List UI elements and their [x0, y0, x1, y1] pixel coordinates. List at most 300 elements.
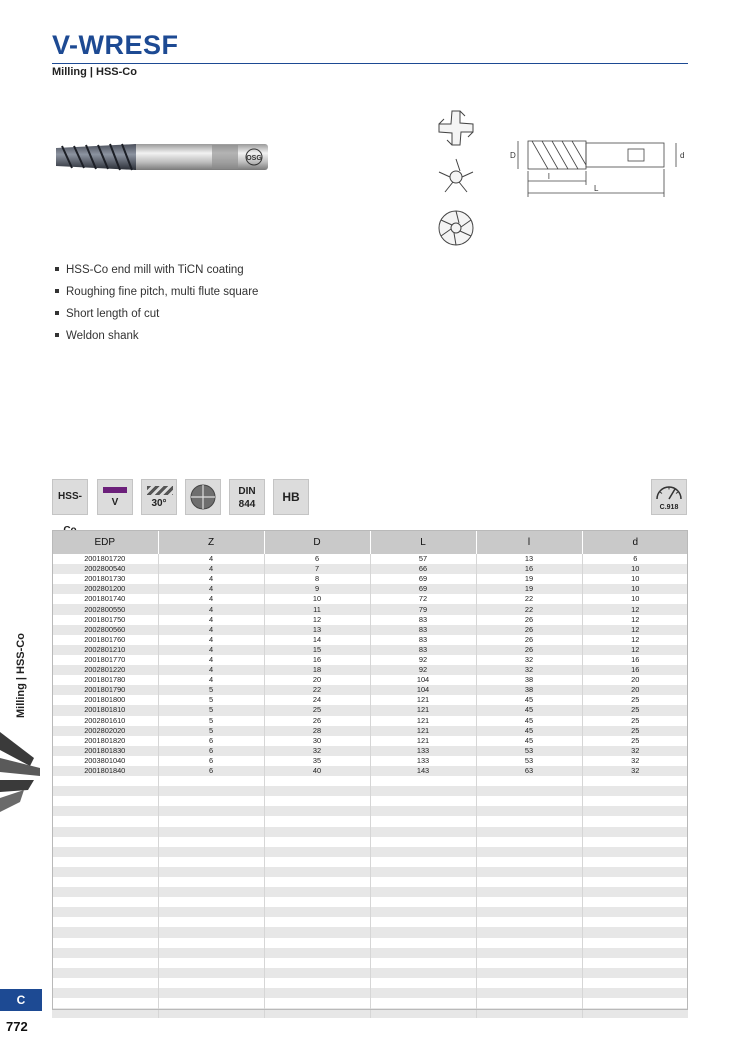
table-cell: [264, 776, 370, 786]
table-cell: 45: [476, 726, 582, 736]
dimension-drawing: [500, 127, 692, 201]
table-cell: 5: [158, 685, 264, 695]
table-row: [52, 897, 688, 907]
table-cell: 4: [158, 625, 264, 635]
table-cell: [52, 776, 158, 786]
table-cell: [370, 907, 476, 917]
table-cell: [476, 968, 582, 978]
table-cell: 133: [370, 746, 476, 756]
table-cell: [158, 847, 264, 857]
table-cell: [52, 968, 158, 978]
table-cell: 53: [476, 756, 582, 766]
table-cell: [158, 827, 264, 837]
table-cell: 2001801800: [52, 695, 158, 705]
table-cell: 10: [264, 594, 370, 604]
table-cell: 10: [582, 594, 688, 604]
table-cell: 32: [582, 746, 688, 756]
table-cell: [52, 1008, 158, 1018]
table-row: [52, 796, 688, 806]
table-row: [52, 635, 688, 645]
table-row: [52, 978, 688, 988]
table-cell: [476, 837, 582, 847]
table-cell: 25: [582, 705, 688, 715]
table-cell: 32: [476, 655, 582, 665]
table-cell: [476, 958, 582, 968]
table-cell: [582, 978, 688, 988]
table-row: [52, 705, 688, 715]
table-cell: 143: [370, 766, 476, 776]
table-cell: [264, 998, 370, 1008]
table-cell: [476, 877, 582, 887]
table-cell: 6: [158, 736, 264, 746]
helix-stripes-icon: [147, 486, 173, 495]
table-cell: [158, 968, 264, 978]
table-cell: [264, 1008, 370, 1018]
bullet-icon: [55, 289, 59, 293]
table-cell: [158, 927, 264, 937]
table-cell: 4: [158, 615, 264, 625]
table-cell: [158, 786, 264, 796]
table-cell: [264, 958, 370, 968]
square-end-badge: [185, 479, 221, 515]
table-row: [52, 968, 688, 978]
table-row: [52, 827, 688, 837]
table-cell: [264, 948, 370, 958]
six-flute-profile-icon: [439, 211, 473, 245]
table-cell: 66: [370, 564, 476, 574]
table-row: [52, 998, 688, 1008]
table-row: [52, 675, 688, 685]
table-cell: [370, 958, 476, 968]
table-row: [52, 625, 688, 635]
table-cell: [476, 887, 582, 897]
coating-badge: V: [97, 479, 133, 515]
table-cell: [52, 938, 158, 948]
table-cell: 2002801200: [52, 584, 158, 594]
table-cell: 121: [370, 716, 476, 726]
table-cell: [264, 847, 370, 857]
table-cell: 63: [476, 766, 582, 776]
page-number: 772: [6, 1019, 28, 1034]
table-cell: [476, 806, 582, 816]
table-row: [52, 564, 688, 574]
table-cell: 19: [476, 584, 582, 594]
dim-L-label: L: [594, 184, 599, 193]
table-cell: [264, 927, 370, 937]
table-cell: 83: [370, 635, 476, 645]
table-cell: [264, 786, 370, 796]
table-cell: [264, 867, 370, 877]
table-cell: 4: [158, 604, 264, 614]
table-cell: 69: [370, 584, 476, 594]
table-cell: 2002801210: [52, 645, 158, 655]
table-cell: 20: [582, 685, 688, 695]
table-row: [52, 746, 688, 756]
table-cell: [264, 796, 370, 806]
table-cell: 20: [264, 675, 370, 685]
bullet-icon: [55, 267, 59, 271]
table-cell: [582, 857, 688, 867]
table-cell: 2001801740: [52, 594, 158, 604]
table-row: [52, 584, 688, 594]
table-cell: 26: [264, 716, 370, 726]
din-standard-badge: DIN 844: [229, 479, 265, 515]
table-cell: [476, 978, 582, 988]
table-cell: [370, 796, 476, 806]
table-cell: 9: [264, 584, 370, 594]
table-cell: 92: [370, 665, 476, 675]
column-header-edp: EDP: [52, 530, 158, 554]
table-cell: 4: [158, 564, 264, 574]
table-cell: 12: [582, 625, 688, 635]
table-cell: [158, 806, 264, 816]
table-cell: [582, 1008, 688, 1018]
table-cell: [52, 806, 158, 816]
table-cell: [370, 877, 476, 887]
table-row: [52, 554, 688, 564]
table-cell: 38: [476, 685, 582, 695]
table-cell: [476, 776, 582, 786]
table-cell: [582, 796, 688, 806]
table-cell: [476, 988, 582, 998]
table-row: [52, 806, 688, 816]
table-cell: 45: [476, 695, 582, 705]
table-cell: [264, 907, 370, 917]
table-cell: 133: [370, 756, 476, 766]
table-cell: [582, 948, 688, 958]
table-row: [52, 867, 688, 877]
table-cell: [370, 1008, 476, 1018]
table-cell: [476, 867, 582, 877]
table-cell: 11: [264, 604, 370, 614]
table-cell: [476, 816, 582, 826]
table-cell: 45: [476, 716, 582, 726]
table-cell: [582, 958, 688, 968]
table-cell: 4: [158, 635, 264, 645]
table-cell: [264, 806, 370, 816]
table-cell: 2001801840: [52, 766, 158, 776]
table-cell: 83: [370, 645, 476, 655]
table-cell: 5: [158, 705, 264, 715]
table-cell: [52, 927, 158, 937]
column-header-D: D: [264, 530, 370, 554]
table-cell: [158, 776, 264, 786]
table-row: [52, 786, 688, 796]
table-cell: [370, 867, 476, 877]
table-cell: [582, 847, 688, 857]
table-cell: 32: [264, 746, 370, 756]
table-cell: [52, 847, 158, 857]
table-cell: [476, 786, 582, 796]
column-header-l: l: [476, 530, 582, 554]
column-header-z: Z: [158, 530, 264, 554]
table-cell: [52, 867, 158, 877]
table-cell: [158, 948, 264, 958]
page-title: V-WRESF: [52, 30, 179, 60]
table-row: [52, 877, 688, 887]
product-table: [52, 530, 688, 1018]
coating-bar-icon: [103, 487, 127, 493]
table-cell: 69: [370, 574, 476, 584]
table-cell: [264, 897, 370, 907]
table-cell: [582, 907, 688, 917]
table-cell: [52, 816, 158, 826]
table-cell: 10: [582, 564, 688, 574]
table-cell: 5: [158, 695, 264, 705]
table-cell: 15: [264, 645, 370, 655]
table-cell: 72: [370, 594, 476, 604]
table-cell: [582, 867, 688, 877]
table-cell: [370, 827, 476, 837]
table-cell: [158, 917, 264, 927]
table-cell: 18: [264, 665, 370, 675]
svg-text:OSG: OSG: [246, 155, 262, 162]
table-cell: [582, 897, 688, 907]
gauge-icon: [652, 480, 686, 504]
table-cell: [582, 816, 688, 826]
table-cell: 121: [370, 726, 476, 736]
table-row: [52, 857, 688, 867]
table-cell: 2001801730: [52, 574, 158, 584]
square-end-icon: [186, 480, 220, 514]
table-cell: [158, 1008, 264, 1018]
dim-D-label: D: [510, 151, 516, 160]
table-cell: 25: [582, 726, 688, 736]
table-cell: [158, 907, 264, 917]
table-cell: 4: [158, 675, 264, 685]
table-row: [52, 736, 688, 746]
table-cell: [370, 968, 476, 978]
feature-list: [55, 262, 258, 350]
table-cell: [52, 827, 158, 837]
table-cell: 4: [158, 554, 264, 564]
table-cell: 10: [582, 584, 688, 594]
table-row: [52, 907, 688, 917]
table-cell: [582, 917, 688, 927]
table-row: [52, 847, 688, 857]
table-cell: 57: [370, 554, 476, 564]
table-cell: 83: [370, 615, 476, 625]
table-cell: 26: [476, 635, 582, 645]
table-cell: [52, 998, 158, 1008]
title-divider: [52, 63, 688, 64]
table-cell: [370, 917, 476, 927]
table-cell: [158, 796, 264, 806]
page-subtitle: Milling | HSS-Co: [52, 66, 137, 78]
table-cell: 26: [476, 645, 582, 655]
table-cell: [370, 948, 476, 958]
table-cell: 2002801220: [52, 665, 158, 675]
table-row: [52, 948, 688, 958]
table-cell: [158, 897, 264, 907]
table-row: [52, 958, 688, 968]
table-cell: [158, 887, 264, 897]
table-cell: 4: [158, 655, 264, 665]
table-cell: 32: [476, 665, 582, 675]
table-cell: 24: [264, 695, 370, 705]
table-cell: [370, 776, 476, 786]
table-cell: 79: [370, 604, 476, 614]
table-row: [52, 766, 688, 776]
table-cell: [158, 816, 264, 826]
table-cell: 45: [476, 705, 582, 715]
table-row: [52, 655, 688, 665]
table-cell: [370, 938, 476, 948]
column-header-L: L: [370, 530, 476, 554]
table-cell: [370, 857, 476, 867]
table-cell: 16: [582, 665, 688, 675]
table-cell: [582, 938, 688, 948]
table-cell: [370, 786, 476, 796]
table-cell: 20: [582, 675, 688, 685]
table-cell: 38: [476, 675, 582, 685]
table-cell: [370, 998, 476, 1008]
table-cell: 104: [370, 685, 476, 695]
table-cell: [370, 816, 476, 826]
helix-angle-badge: 30°: [141, 479, 177, 515]
side-section-label: Milling | HSS-Co: [15, 633, 27, 718]
table-cell: [158, 877, 264, 887]
table-row: [52, 645, 688, 655]
table-row: [52, 816, 688, 826]
table-cell: [264, 978, 370, 988]
table-row: [52, 837, 688, 847]
bullet-icon: [55, 311, 59, 315]
table-cell: 2001801790: [52, 685, 158, 695]
table-cell: [52, 948, 158, 958]
table-cell: 2003801040: [52, 756, 158, 766]
table-cell: 12: [264, 615, 370, 625]
table-cell: [264, 816, 370, 826]
table-cell: [264, 837, 370, 847]
table-cell: 12: [582, 604, 688, 614]
table-cell: [52, 917, 158, 927]
table-row: [52, 726, 688, 736]
table-cell: 35: [264, 756, 370, 766]
table-cell: [52, 837, 158, 847]
table-cell: [476, 938, 582, 948]
table-cell: 2001801810: [52, 705, 158, 715]
table-cell: [158, 978, 264, 988]
section-tab: C: [0, 989, 42, 1011]
table-cell: 19: [476, 574, 582, 584]
table-row: [52, 988, 688, 998]
table-cell: [476, 857, 582, 867]
table-row: [52, 917, 688, 927]
table-cell: [582, 988, 688, 998]
table-row: [52, 665, 688, 675]
table-cell: [582, 877, 688, 887]
table-cell: 25: [582, 716, 688, 726]
table-cell: [52, 857, 158, 867]
table-cell: 16: [476, 564, 582, 574]
table-cell: 4: [158, 594, 264, 604]
dim-d-label: d: [680, 151, 685, 160]
table-cell: [264, 887, 370, 897]
table-cell: [52, 988, 158, 998]
table-row: [52, 716, 688, 726]
table-cell: [370, 897, 476, 907]
table-row: [52, 695, 688, 705]
table-row: [52, 574, 688, 584]
table-cell: 12: [582, 615, 688, 625]
table-cell: 25: [264, 705, 370, 715]
bullet-icon: [55, 333, 59, 337]
table-cell: 4: [158, 574, 264, 584]
table-cell: 7: [264, 564, 370, 574]
table-cell: [582, 776, 688, 786]
table-cell: [158, 867, 264, 877]
table-cell: 26: [476, 625, 582, 635]
table-cell: [264, 917, 370, 927]
table-cell: 22: [476, 594, 582, 604]
table-cell: [370, 847, 476, 857]
table-cell: 26: [476, 615, 582, 625]
table-cell: 40: [264, 766, 370, 776]
table-row: [52, 756, 688, 766]
table-cell: [582, 827, 688, 837]
table-cell: [158, 998, 264, 1008]
table-cell: 121: [370, 695, 476, 705]
end-mill-side-icon: [0, 728, 46, 814]
table-cell: 2001801780: [52, 675, 158, 685]
table-cell: [52, 786, 158, 796]
table-cell: 5: [158, 716, 264, 726]
feature-item: Weldon shank: [55, 328, 258, 350]
table-cell: [476, 998, 582, 1008]
table-cell: 2001801750: [52, 615, 158, 625]
table-cell: [52, 887, 158, 897]
table-cell: 32: [582, 766, 688, 776]
table-cell: 2001801720: [52, 554, 158, 564]
table-cell: [582, 998, 688, 1008]
table-cell: [52, 958, 158, 968]
table-cell: [158, 938, 264, 948]
table-cell: [158, 958, 264, 968]
cutting-data-badge: C.918: [651, 479, 687, 515]
table-cell: [370, 927, 476, 937]
table-cell: 2002800540: [52, 564, 158, 574]
table-cell: 13: [264, 625, 370, 635]
table-cell: [264, 938, 370, 948]
table-cell: 6: [158, 766, 264, 776]
table-cell: 6: [158, 746, 264, 756]
table-row: [52, 938, 688, 948]
table-cell: [370, 837, 476, 847]
table-cell: 4: [158, 584, 264, 594]
table-cell: [582, 968, 688, 978]
table-row: [52, 685, 688, 695]
table-cell: 12: [582, 635, 688, 645]
feature-item: HSS-Co end mill with TiCN coating: [55, 262, 258, 284]
table-cell: 25: [582, 695, 688, 705]
table-cell: 83: [370, 625, 476, 635]
table-cell: [264, 827, 370, 837]
feature-item: Roughing fine pitch, multi flute square: [55, 284, 258, 306]
table-cell: 25: [582, 736, 688, 746]
table-cell: [158, 988, 264, 998]
table-cell: [582, 786, 688, 796]
table-header-row: [52, 530, 688, 554]
five-flute-profile-icon: [439, 159, 473, 192]
table-cell: 12: [582, 645, 688, 655]
table-cell: 45: [476, 736, 582, 746]
table-cell: 5: [158, 726, 264, 736]
table-cell: [582, 927, 688, 937]
dim-l-label: l: [548, 172, 550, 181]
table-cell: 2001801760: [52, 635, 158, 645]
table-cell: 6: [264, 554, 370, 564]
